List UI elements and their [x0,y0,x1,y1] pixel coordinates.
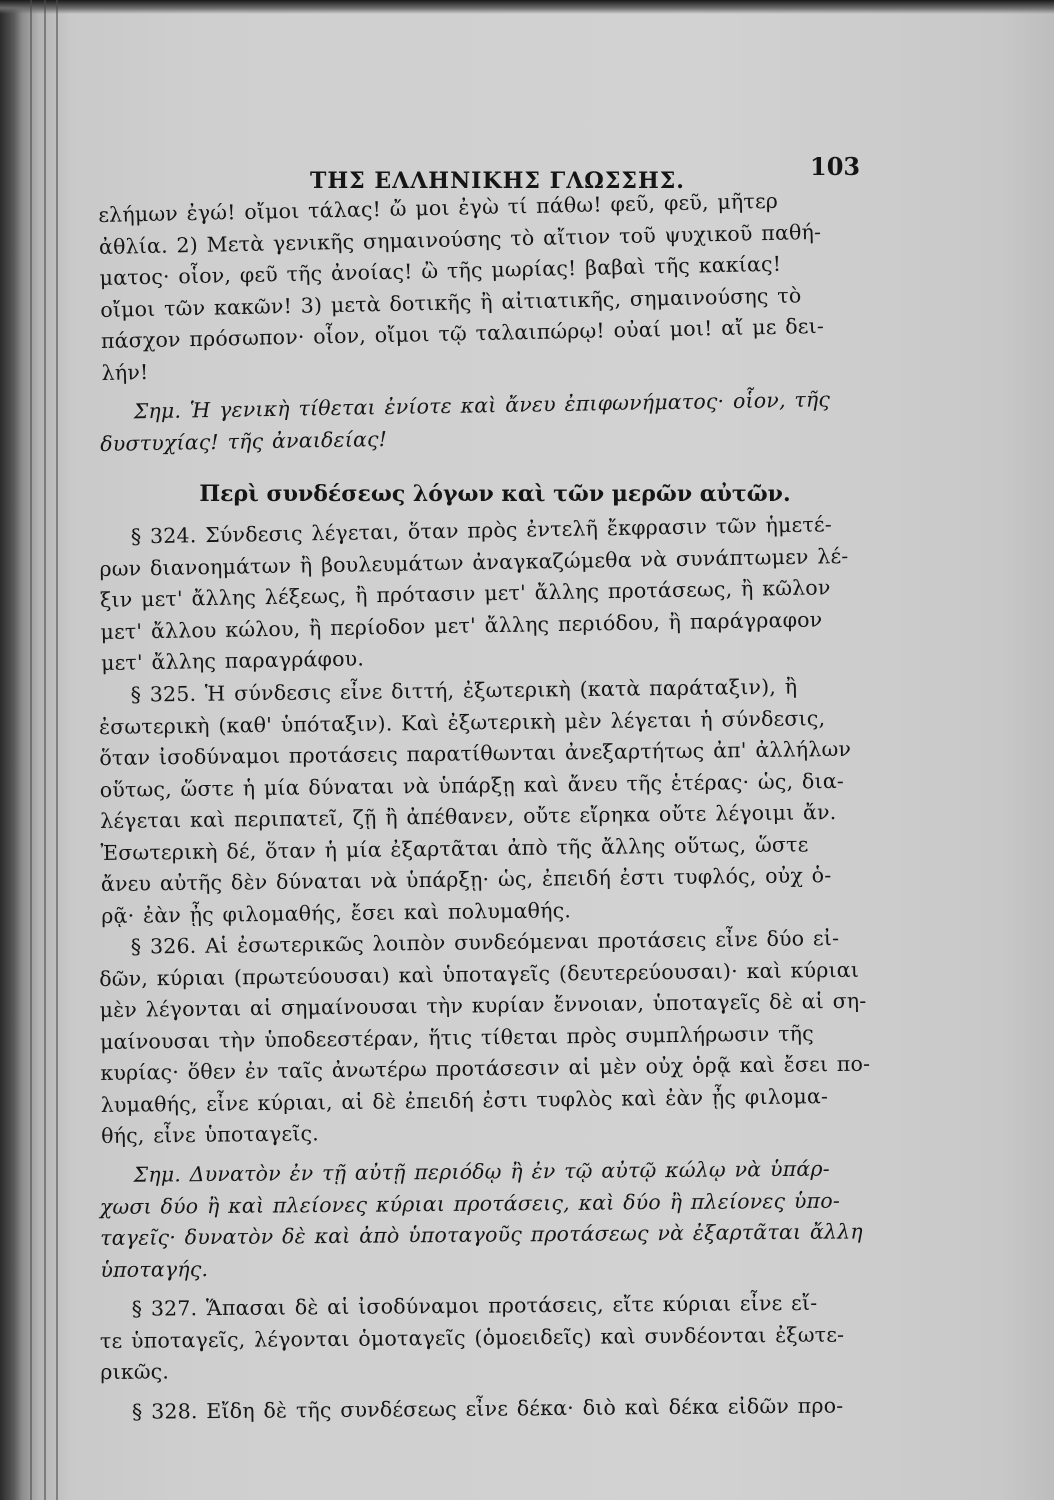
text-line: ἐσωτερικὴ (καθ' ὑπόταξιν). Καὶ ἐξωτερικὴ μὲν λέγεται ἡ σύνδεσις, [98,705,826,739]
text-line: λήν! [101,359,149,385]
text-line: λέγεται καὶ περιπατεῖ, ζῇ ἢ ἀπέθανεν, οὔτε εἴρηκα οὔτε λέγοιμι ἄν. [100,799,837,833]
text-line: ξιν μετ' ἄλλης λέξεως, ἢ πρότασιν μετ' ἄλλης προτάσεως, ἢ κῶλον [99,575,831,612]
note-line: ὑποταγής. [100,1256,209,1282]
running-head: ΤΗΣ ΕΛΛΗΝΙΚΗΣ ΓΛΩΣΣΗΣ. [310,168,685,194]
text-line: Ἐσωτερικὴ δέ, ὅταν ἡ μία ἐξαρτᾶται ἀπὸ τῆς ἄλλης οὕτως, ὥστε [100,831,809,864]
text-line: ελήμων ἐγώ! οἴμοι τάλας! ὤ μοι ἐγὼ τί πάθω! φεῦ, φεῦ, μῆτερ [98,188,779,228]
text-line: μαίνουσαι τὴν ὑποδεεστέραν, ἥτις τίθεται πρὸς συμπλήρωσιν τῆς [99,1020,814,1053]
page-body [100,140,890,1428]
text-line: § 328. Εἴδη δὲ τῆς συνδέσεως εἶνε δέκα· διὸ καὶ δέκα εἰδῶν προ- [131,1393,844,1424]
paragraph-324 [99,508,892,679]
note-line: δυστυχίας! τῆς ἀναιδείας! [100,426,388,456]
text-line: ὅταν ἰσοδύναμοι προτάσεις παρατίθωνται ἀνεξαρτήτως ἀπ' ἀλλήλων [99,736,852,770]
note-line: ταγεῖς· δυνατὸν δὲ καὶ ἀπὸ ὑποταγοῦς προτάσεως νὰ ἐξαρτᾶται ἄλλη [100,1219,863,1250]
note-line: χωσι δύο ἢ καὶ πλείονες κύριαι προτάσεις, καὶ δύο ἢ πλείονες ὑπο- [99,1188,841,1219]
text-line: οἴμοι τῶν κακῶν! 3) μετὰ δοτικῆς ἢ αἰτιατικῆς, σημαινούσης τὸ [100,282,802,322]
paragraph-325 [98,670,891,932]
text-line: ρᾷ· ἐὰν ᾖς φιλομαθής, ἔσει καὶ πολυμαθής. [101,897,572,927]
section-heading: Περὶ συνδέσεως λόγων καὶ τῶν μερῶν αὐτῶν. [199,481,791,507]
text-line: ἀθλία. 2) Μετὰ γενικῆς σημαινούσης τὸ αἴτιον τοῦ ψυχικοῦ παθή- [98,219,822,259]
paragraph-327 [100,1287,891,1388]
page-edge [44,0,46,1500]
paragraph-326 [99,922,892,1152]
text-line: λυμαθής, εἶνε κύριαι, αἱ δὲ ἐπειδή ἐστι τυφλὸς καὶ ἐὰν ᾖς φιλομα- [100,1083,829,1116]
text-line: § 325. Ἡ σύνδεσις εἶνε διττή, ἐξωτερικὴ (κατὰ παράταξιν), ἢ [130,673,798,707]
note-line: Σημ. Δυνατὸν ἐν τῇ αὐτῇ περιόδῳ ἢ ἐν τῷ αὐτῷ κώλῳ νὰ ὑπάρ- [133,1156,830,1187]
note-line: Σημ. Ἡ γενικὴ τίθεται ἐνίοτε καὶ ἄνευ ἐπιφωνήματος· οἷον, τῆς [133,387,831,424]
note-1 [99,383,890,460]
text-line: μετ' ἄλλης παραγράφου. [100,646,365,675]
text-line: ἄνευ αὐτῆς δὲν δύναται νὰ ὑπάρξῃ· ὡς, ἐπειδή ἐστι τυφλός, οὐχ ὁ- [100,862,832,896]
text-line: θής, εἶνε ὑποταγεῖς. [100,1120,320,1148]
top-paragraph [98,183,892,389]
text-line: κυρίας· ὅθεν ἐν ταῖς ἀνωτέρω προτάσεσιν αἱ μὲν οὐχ ὁρᾷ καὶ ἔσει πο- [100,1051,871,1085]
text-line: § 324. Σύνδεσις λέγεται, ὅταν πρὸς ἐντελῆ ἔκφρασιν τῶν ἡμετέ- [130,512,833,549]
top-shadow [0,0,1054,14]
text-line: ρων διανοημάτων ἢ βουλευμάτων ἀναγκαζώμεθα νὰ συνάπτωμεν λέ- [99,543,849,581]
text-line: οὕτως, ὥστε ἡ μία δύναται νὰ ὑπάρξῃ καὶ ἄνευ τῆς ἑτέρας· ὡς, δια- [99,767,845,802]
text-line: μὲν λέγονται αἱ σημαίνουσαι τὴν κυρίαν ἔννοιαν, ὑποταγεῖς δὲ αἱ ση- [99,988,867,1022]
text-line: ματος· οἷον, φεῦ τῆς ἀνοίας! ὢ τῆς μωρίας! βαβαὶ τῆς κακίας! [99,251,782,291]
note-2 [99,1153,890,1286]
page-edge [56,0,58,1500]
page-edge [30,0,32,1500]
text-line: μετ' ἄλλου κώλου, ἢ περίοδον μετ' ἄλλης περιόδου, ἢ παράγραφον [100,606,823,644]
text-line: τε ὑποταγεῖς, λέγονται ὁμοταγεῖς (ὁμοειδεῖς) καὶ συνδέονται ἐξωτε- [99,1322,845,1353]
page-number: 103 [810,152,861,181]
text-line: § 326. Αἱ ἐσωτερικῶς λοιπὸν συνδεόμεναι προτάσεις εἶνε δύο εἰ- [130,925,840,959]
paragraph-328 [100,1390,890,1428]
text-line: πάσχον πρόσωπον· οἷον, οἴμοι τῷ ταλαιπώρῳ! οὐαί μοι! αἴ με δει- [100,313,825,353]
text-line: ρικῶς. [100,1359,170,1384]
text-line: § 327. Ἅπασαι δὲ αἱ ἰσοδύναμοι προτάσεις, εἴτε κύριαι εἶνε εἴ- [131,1290,818,1321]
text-line: δῶν, κύριαι (πρωτεύουσαι) καὶ ὑποταγεῖς (δευτερεύουσαι)· καὶ κύριαι [99,956,860,991]
